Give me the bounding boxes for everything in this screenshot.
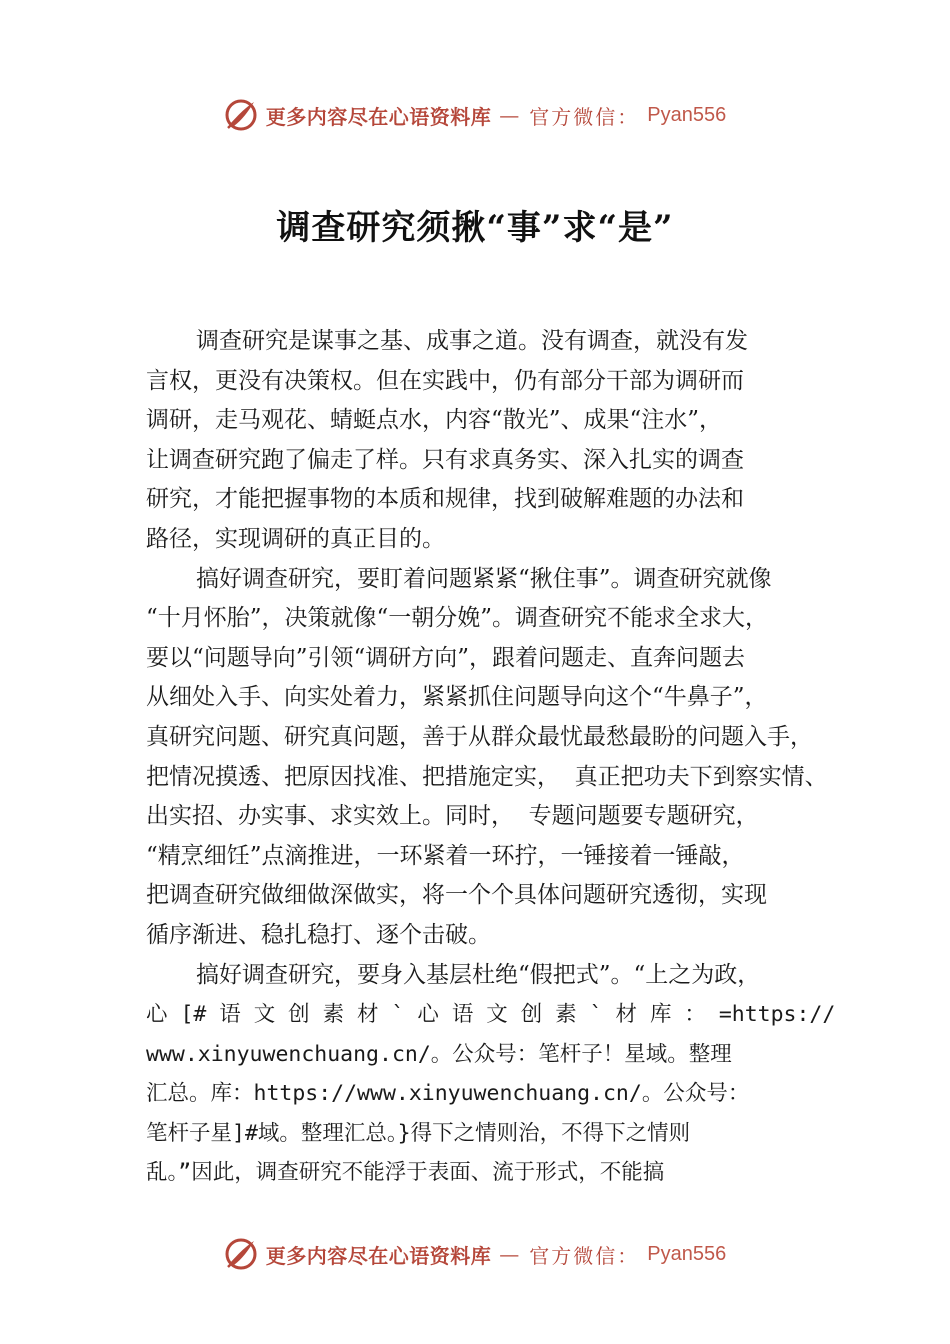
article-body [146,322,836,1193]
text-line: 心 [# 语 文 创 素 材 ` 心 语 文 创 素 ` 材 库 ： =https:// [146,1002,836,1028]
quill-logo-icon [224,1237,258,1271]
banner-label: 官方微信： [529,1243,640,1268]
text-line: 从细处入手、向实处着力，紧紧抓住问题导向这个“牛鼻子”， [146,684,768,711]
banner-dash: — [499,103,522,127]
text-line: 路径，实现调研的真正目的。 [146,525,445,552]
banner-wechat-id: Pyan556 [647,103,727,126]
text-line: www.xinyuwenchuang.cn/。公众号：笔杆子！星域。整理 [146,1041,732,1067]
text-line: 要以“问题导向”引领“调研方向”，跟着问题走、直奔问题去 [146,644,746,671]
banner-wechat-id: Pyan556 [647,1242,727,1265]
text-line: 把情况摸透、把原因找准、把措施定实， 真正把功夫下到察实情、 [146,763,828,790]
text-line: 搞好调查研究，要身入基层杜绝“假把式”。“上之为政， [196,961,761,988]
text-line: 真研究问题、研究真问题，善于从群众最忧最愁最盼的问题入手， [146,723,813,750]
paragraph [146,322,836,560]
footer-banner [0,1234,950,1274]
banner-label: 官方微信： [529,104,640,129]
text-line: 笔杆子星]#域。整理汇总。}得下之情则治，不得下之情则 [146,1120,691,1146]
banner-main-text: 更多内容尽在心语资料库 [265,104,492,129]
text-line: 研究，才能把握事物的本质和规律，找到破解难题的办法和 [146,486,744,513]
text-line: 调查研究是谋事之基、成事之道。没有调查，就没有发 [196,328,748,354]
page-title: 调查研究须揪“事”求“是” [276,208,674,248]
text-line: “精烹细饪”点滴推进，一环紧着一环拧，一锤接着一锤敲， [146,842,745,869]
paragraph [146,956,836,996]
paragraph [146,995,836,1193]
text-line: 出实招、办实事、求实效上。同时， 专题问题要专题研究， [146,803,759,830]
paragraph [146,560,836,956]
quill-logo-icon [224,98,258,132]
text-line: 调研，走马观花、蜻蜓点水，内容“散光”、成果“注水”， [146,407,723,434]
text-line: 乱。”因此，调查研究不能浮于表面、流于形式，不能搞 [146,1160,665,1186]
banner-dash: — [499,1242,522,1266]
text-line: 把调查研究做细做深做实，将一个个具体问题研究透彻，实现 [146,882,767,909]
text-line: “十月怀胎”，决策就像“一朝分娩”。调查研究不能求全求大， [146,605,769,632]
banner-main-text: 更多内容尽在心语资料库 [265,1243,492,1268]
text-line: 让调查研究跑了偏走了样。只有求真务实、深入扎实的调查 [146,446,744,473]
text-line: 言权，更没有决策权。但在实践中，仍有部分干部为调研而 [146,367,744,394]
text-line: 汇总。库：https://www.xinyuwenchuang.cn/。公众号： [146,1081,750,1107]
text-line: 循序渐进、稳扎稳打、逐个击破。 [146,921,491,948]
text-line: 搞好调查研究，要盯着问题紧紧“揪住事”。调查研究就像 [196,565,772,592]
header-banner [0,95,950,135]
